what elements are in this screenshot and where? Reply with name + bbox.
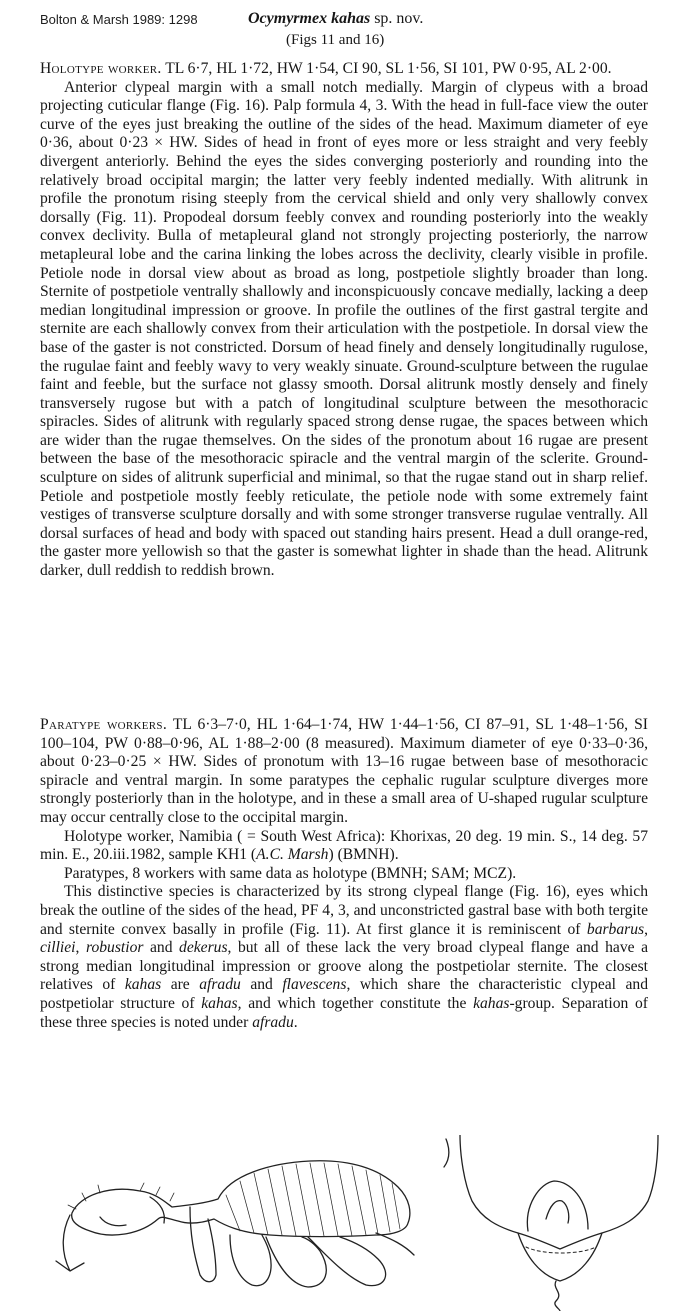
ant-profile-illustration	[56, 1161, 414, 1287]
paratype-description: TL 6·3–7·0, HL 1·64–1·74, HW 1·44–1·56, CI 87–91, SL 1·48–1·56, SI 100–104, PW 0·88–0·96, AL 1·88–2·00 (8 measured). Maximum diameter of eye 0·33–0·36, about 0·23–0·25 × HW. Sides of pronotum with 13–16 rugae between base of mesothoracic spiracle and ventral margin. In some paratypes the cephalic rugular sculpture diverges more strongly posteriorly than in the holotype, and in these a small area of U-shaped rugular sculpture may occur centrally close to the occipital margin.	[40, 716, 649, 826]
species-title	[248, 10, 423, 28]
holotype-section	[40, 60, 648, 581]
discussion-text: -group. Separation of these three species is noted under	[40, 994, 648, 1031]
holotype-measurements: TL 6·7, HL 1·72, HW 1·54, CI 90, SL 1·56, SI 101, PW 0·95, AL 2·00.	[161, 60, 612, 77]
ant-leg-outline	[308, 1237, 386, 1286]
ant-setae	[68, 1183, 174, 1209]
ant-head-outline	[460, 1135, 658, 1249]
figure-illustrations	[40, 1135, 660, 1311]
holotype-measurements-paragraph	[40, 60, 648, 79]
clypeal-flange-outline	[518, 1233, 602, 1281]
ant-leg-outline	[230, 1235, 271, 1286]
figures-reference: (Figs 11 and 16)	[286, 32, 385, 48]
paratype-heading: Paratype workers.	[40, 716, 168, 733]
ant-leg-outline	[266, 1237, 326, 1287]
alitrunk-rugae	[226, 1163, 400, 1236]
ant-head-illustration	[444, 1135, 660, 1311]
holotype-data-paragraph	[40, 828, 648, 865]
collector-name: A.C. Marsh	[256, 846, 329, 864]
ant-leg-outline	[376, 1233, 414, 1255]
species-name: Ocymyrmex kahas	[248, 10, 371, 27]
discussion-text: ,	[75, 939, 86, 957]
species-ref: kahas	[124, 976, 162, 994]
discussion-text: , and which together constitute the	[237, 994, 474, 1012]
figures-row	[40, 1135, 660, 1311]
discussion-text: and	[240, 976, 283, 994]
discussion-paragraph	[40, 883, 648, 1032]
species-ref: robustior	[85, 939, 144, 957]
discussion-text: , but all of these lack the very broad clypeal flange and have a strong median longitudinal impression or groove along the postpetiolar sternite. The closest relatives of	[40, 939, 649, 994]
holotype-locality: Holotype worker, Namibia ( = South West Africa): Khorixas, 20 deg. 19 min. S., 14 deg. 57 min. E., 20.iii.1982, sample KH1 (	[40, 827, 648, 864]
source-reference: Bolton & Marsh 1989: 1298	[40, 12, 198, 27]
species-ref: kahas	[473, 994, 510, 1012]
ant-leg-outline	[56, 1215, 84, 1271]
holotype-heading: Holotype worker.	[40, 60, 162, 77]
ant-gaster-sternite	[100, 1217, 126, 1226]
species-ref: afradu	[199, 976, 241, 994]
discussion-text: .	[293, 1013, 298, 1031]
paratype-paragraph	[40, 716, 648, 828]
discussion-text: ,	[644, 920, 648, 938]
ant-leg-outline	[190, 1207, 216, 1282]
species-ref: dekerus	[179, 939, 228, 957]
holotype-depository: ) (BMNH).	[328, 846, 399, 864]
species-ref: flavescens	[282, 976, 347, 994]
species-ref: afradu	[252, 1013, 294, 1031]
page-header	[40, 8, 660, 52]
clypeus-outline	[527, 1181, 588, 1231]
discussion-text: are	[161, 976, 200, 994]
discussion-text: , which share the characteristic clypeal and postpetiolar structure of	[40, 976, 649, 1012]
ant-neck-outline	[555, 1281, 560, 1311]
discussion-text: and	[143, 939, 180, 957]
species-ref: cilliei	[40, 939, 76, 957]
species-ref: barbarus	[586, 920, 645, 938]
species-status: sp. nov.	[374, 10, 424, 27]
holotype-description: Anterior clypeal margin with a small notch medially. Margin of clypeus with a broad projecting cuticular flange (Fig. 16). Palp formula 4, 3. With the head in full-face view the outer curve of the eyes just breaking the outline of the sides of the head. Maximum diameter of eye 0·36, about 0·23 × HW. Sides of head in front of eyes more or less straight and very feebly divergent anteriorly. Behind the eyes the sides converging posteriorly and rounding into the relatively broad occipital margin; the latter very feebly indented medially. With alitrunk in profile the pronotum rising steeply from the cervical shield and only very shallowly convex dorsally (Fig. 11). Propodeal dorsum feebly convex and rounding posteriorly into the weakly convex declivity. Bulla of metapleural gland not strongly projecting posteriorly, the narrow metapleural lobe and the carina linking the lobes across the declivity, clearly visible in profile. Petiole node in dorsal view about as broad as long, postpetiole slightly broader than long. Sternite of postpetiole ventrally shallowly and inconspicuously concave medially, lacking a deep median longitudinal impression or groove. In profile the outlines of the first gastral tergite and sternite are each shallowly convex from their articulation with the postpetiole. In dorsal view the base of the gaster is not constricted. Dorsum of head finely and densely longitudinally rugulose, the rugulae faint and feebly wavy to very weakly sinuate. Ground-sculpture between the rugulae faint and feeble, but the surface not glassy smooth. Dorsal alitrunk mostly densely and finely transversely rugose but with a patch of longitudinal sculpture between the mesothoracic spiracles. Sides of alitrunk with regularly spaced strong dense rugae, the spaces between which are wider than the rugae themselves. On the sides of the pronotum about 16 rugae are present between the base of the mesothoracic spiracle and the ventral margin of the sclerite. Ground-sculpture on sides of alitrunk superficial and minimal, so that the rugae stand out in sharp relief. Petiole and postpetiole mostly feebly reticulate, the petiole node with some extremely faint vestiges of transverse sculpture dorsally and with some stronger transverse rugulae ventrally. All dorsal surfaces of head and body with spaced out standing hairs present. Head a dull orange-red, the gaster more yellowish so that the gaster is somewhat lighter in shade than the head. Alitrunk darker, dull reddish to reddish brown.	[40, 78, 648, 580]
paratype-section	[40, 716, 648, 1032]
paratypes-data-paragraph: Paratypes, 8 workers with same data as holotype (BMNH; SAM; MCZ).	[64, 864, 517, 882]
discussion-text: This distinctive species is characterized by its strong clypeal flange (Fig. 16), eyes which break the outline of the sides of the head, PF 4, 3, and unconstricted gastral base with both tergite and sternite convex basally in profile (Fig. 11). At first glance it is reminiscent of	[40, 883, 648, 938]
ant-mandible-outline	[444, 1139, 660, 1167]
clypeal-notch-outline	[546, 1201, 569, 1223]
species-ref: kahas	[201, 994, 238, 1012]
